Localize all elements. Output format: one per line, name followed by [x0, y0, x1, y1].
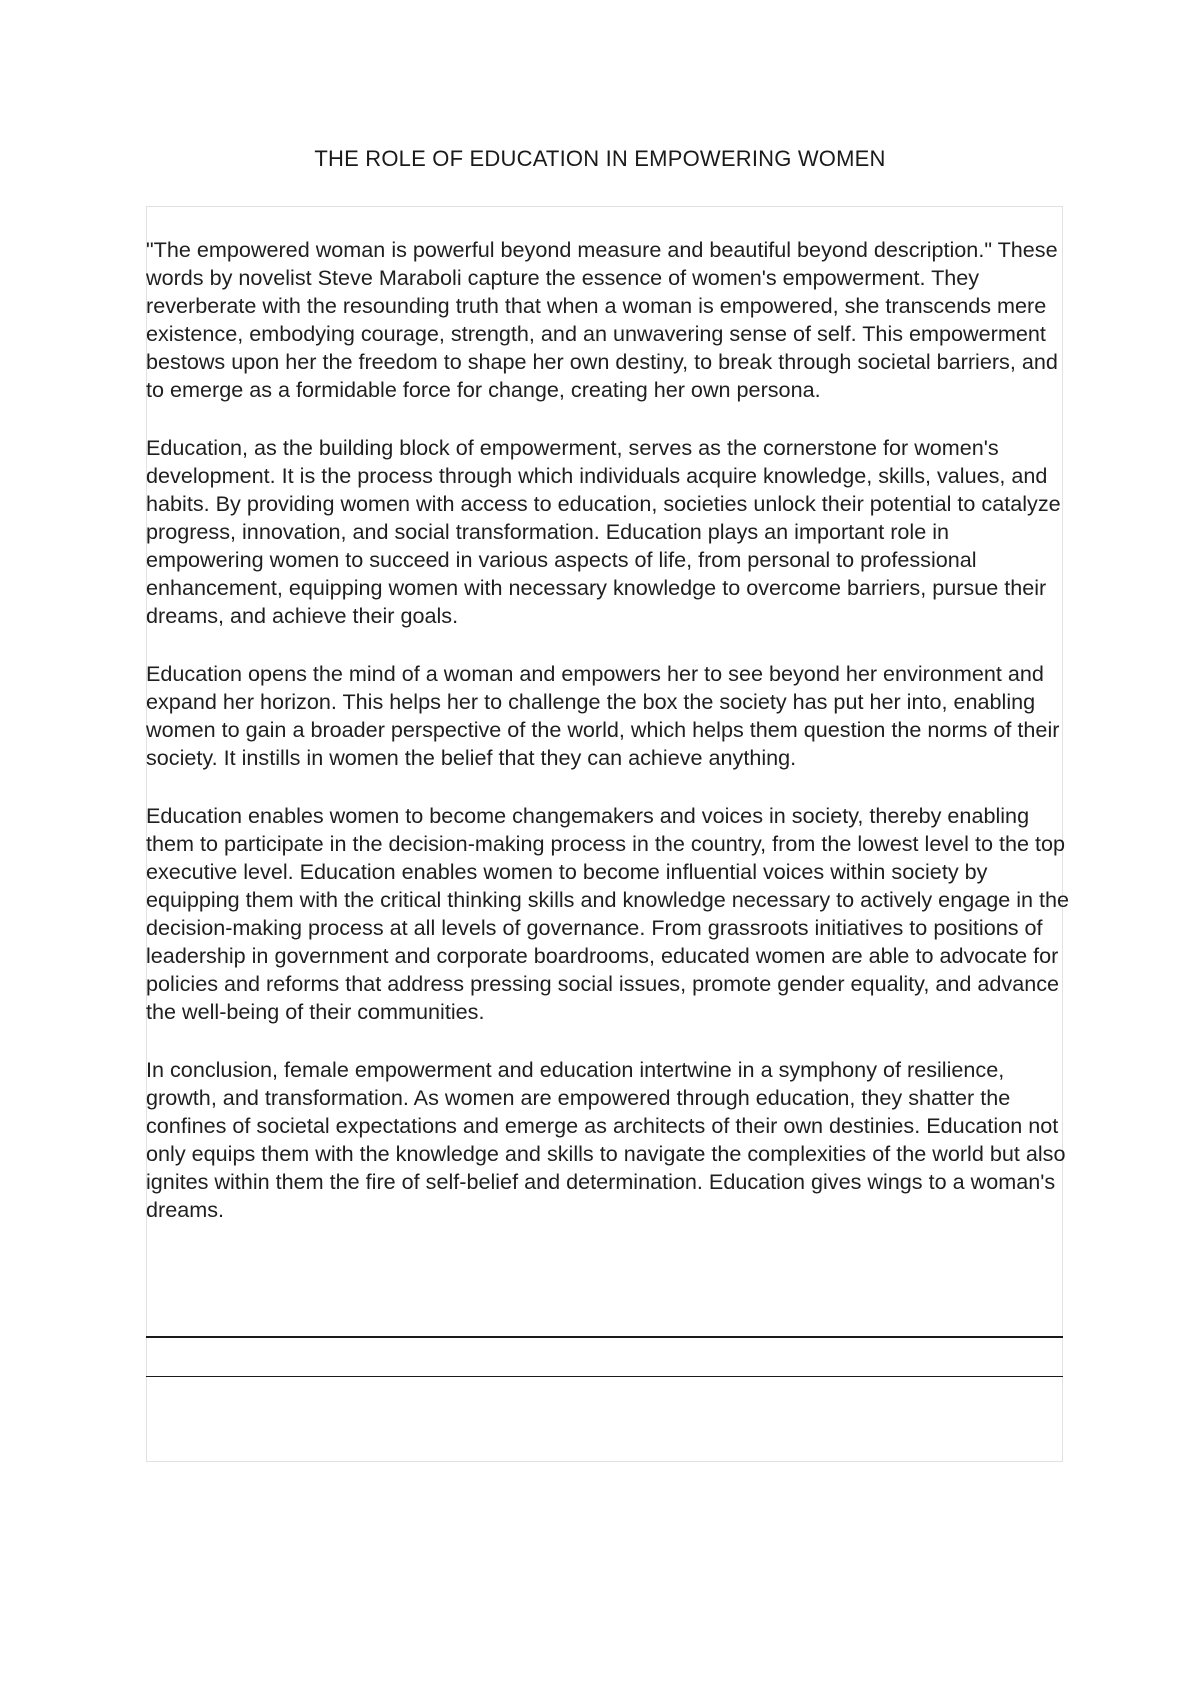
- document-title: THE ROLE OF EDUCATION IN EMPOWERING WOMEN: [314, 146, 886, 171]
- paragraph-conclusion: In conclusion, female empowerment and education intertwine in a symphony of resilience, growth, and transformation. As women are empowered through education, they shatter the confines of societal expectations and emerge as architects of their own destinies. Education not only equips them with the knowledge and skills to navigate the complexities of the world but also ignites within them the fire of self-belief and determination. Education gives wings to a woman's dreams.: [146, 1057, 1066, 1222]
- blank-box: [146, 1377, 1063, 1462]
- section-divider-thick: [146, 1336, 1063, 1338]
- paragraph-changemakers: Education enables women to become changemakers and voices in society, thereby enabling them to participate in the decision-making process in the country, from the lowest level to the top executive level. Education enables women to become influential voices within society by equipping them with the critical thinking skills and knowledge necessary to actively engage in the decision-making process at all levels of governance. From grassroots initiatives to positions of leadership in government and corporate boardrooms, educated women are able to advocate for policies and reforms that address pressing social issues, promote gender equality, and advance the well-being of their communities.: [146, 803, 1070, 1024]
- paragraph-building-block: Education, as the building block of empowerment, serves as the cornerstone for women's development. It is the process through which individuals acquire knowledge, skills, values, and habits. By providing women with access to education, societies unlock their potential to catalyze progress, innovation, and social transformation. Education plays an important role in empowering women to succeed in various aspects of life, from personal to professional enhancement, equipping women with necessary knowledge to overcome barriers, pursue their dreams, and achieve their goals.: [146, 435, 1061, 628]
- essay-body: [146, 236, 1070, 1224]
- paragraph-introduction: "The empowered woman is powerful beyond measure and beautiful beyond description." These words by novelist Steve Maraboli capture the essence of women's empowerment. They reverberate with the resounding truth that when a woman is empowered, she transcends mere existence, embodying courage, strength, and an unwavering sense of self. This empowerment bestows upon her the freedom to shape her own destiny, to break through societal barriers, and to emerge as a formidable force for change, creating her own persona.: [146, 237, 1058, 402]
- paragraph-opens-mind: Education opens the mind of a woman and empowers her to see beyond her environment and expand her horizon. This helps her to challenge the box the society has put her into, enabling women to gain a broader perspective of the world, which helps them question the norms of their society. It instills in women the belief that they can achieve anything.: [146, 661, 1060, 770]
